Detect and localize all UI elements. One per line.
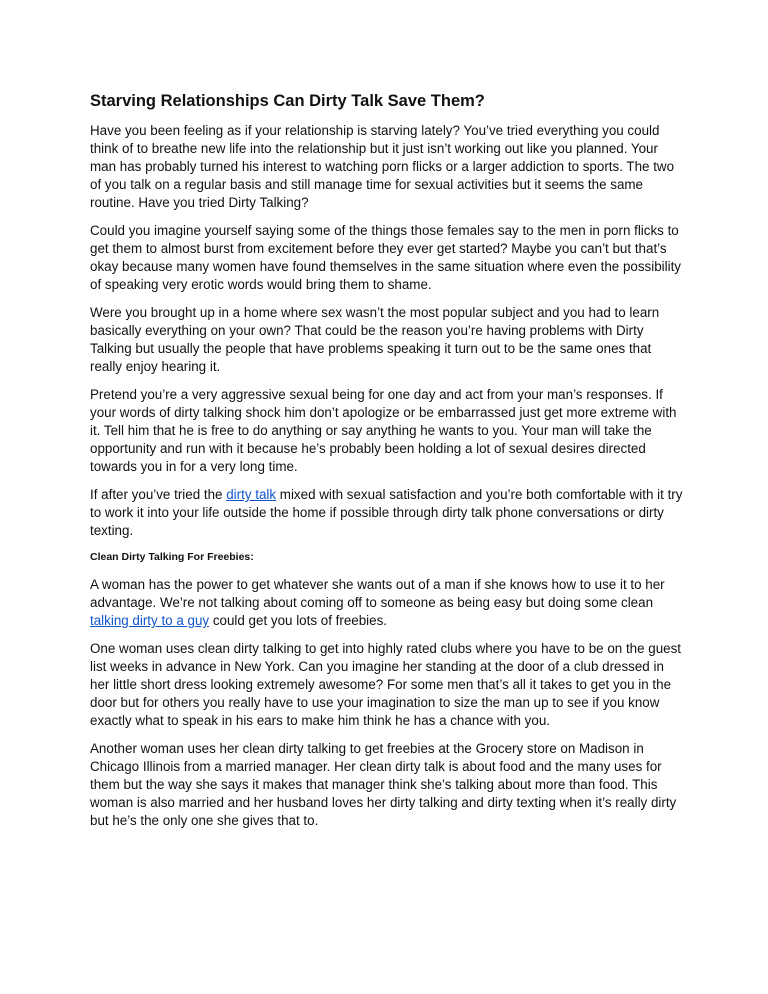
dirty-talk-link[interactable]: dirty talk (226, 487, 277, 502)
document-page (90, 90, 686, 840)
paragraph-5 (90, 486, 686, 540)
paragraph-4: Pretend you’re a very aggressive sexual being for one day and act from your man’s responses. If your words of dirty talking shock him don’t apologize or be embarrassed just get more extreme with it. Tell him that he is free to do anything or say anything he wants to you. Your man will take the opportunity and run with it because he’s probably been holding a lot of sexual desires directed towards you in for a very long time. (90, 387, 677, 474)
paragraph-6-text-after: could get you lots of freebies. (209, 613, 387, 628)
paragraph-2: Could you imagine yourself saying some of the things those females say to the men in porn flicks to get them to almost burst from excitement before they ever get started? Maybe you can’t but that’s okay because many women have found themselves in the same situation where even the possibility of speaking very erotic words would bring them to shame. (90, 223, 682, 292)
paragraph-6 (90, 576, 686, 630)
talking-dirty-to-a-guy-link[interactable]: talking dirty to a guy (90, 613, 210, 628)
paragraph-8: Another woman uses her clean dirty talking to get freebies at the Grocery store on Madison in Chicago Illinois from a married manager. Her clean dirty talk is about food and the many uses for them but the way she says it makes that manager think she’s talking about more than food. This woman is also married and her husband loves her dirty talking and dirty texting when it’s really dirty but he’s the only one she gives that to. (90, 741, 677, 828)
paragraph-1: Have you been feeling as if your relationship is starving lately? You’ve tried everything you could think of to breathe new life into the relationship but it just isn’t working out like you planned. Your man has probably turned his interest to watching porn flicks or a larger addiction to sports. The two of you talk on a regular basis and still manage time for sexual activities but it seems the same routine. Have you tried Dirty Talking? (90, 123, 675, 210)
paragraph-6-text-before: A woman has the power to get whatever she wants out of a man if she knows how to use it to her advantage. We’re not talking about coming off to someone as being easy but doing some clean (90, 577, 665, 610)
section-subheading: Clean Dirty Talking For Freebies: (90, 551, 254, 563)
paragraph-7: One woman uses clean dirty talking to get into highly rated clubs where you have to be on the guest list weeks in advance in New York. Can you imagine her standing at the door of a club dressed in her little short dress looking extremely awesome? For some men that’s all it takes to get you in the door but for others you really have to use your imagination to size the man up to see if you know exactly what to speak in his ears to make him think he has a chance with you. (90, 641, 682, 728)
paragraph-5-text-before: If after you’ve tried the (90, 487, 227, 502)
paragraph-3: Were you brought up in a home where sex wasn’t the most popular subject and you had to learn basically everything on your own? That could be the reason you’re having problems with Dirty Talking but usually the people that have problems speaking it turn out to be the same ones that really enjoy hearing it. (90, 305, 660, 374)
paragraph-5-text-after: mixed with sexual satisfaction and you’re both comfortable with it try to work it into your life outside the home if possible through dirty talk phone conversations or dirty texting. (90, 487, 683, 538)
document-title: Starving Relationships Can Dirty Talk Save Them? (90, 92, 485, 110)
